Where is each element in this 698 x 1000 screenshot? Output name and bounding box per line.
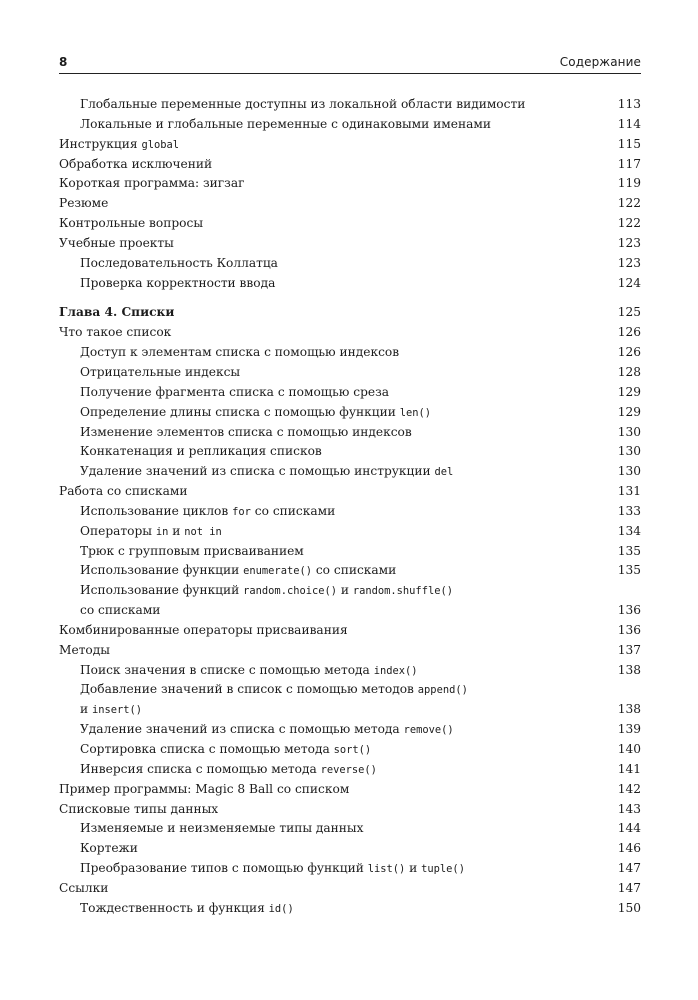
toc-entry [59, 214, 641, 234]
toc-page-number: 144 [617, 821, 641, 836]
code-term: insert() [92, 704, 143, 717]
toc-entry [59, 601, 641, 621]
code-term: tuple() [421, 863, 465, 876]
toc-page-number: 125 [617, 305, 641, 320]
toc-text: Определение длины списка с помощью функции [80, 404, 400, 419]
toc-entry [59, 800, 641, 820]
toc-page-number: 131 [617, 484, 641, 499]
toc-text: Методы [59, 642, 110, 657]
toc-text: Добавление значений в список с помощью методов [80, 682, 418, 697]
toc-entry-title [80, 563, 396, 577]
toc-page-number: 134 [617, 523, 641, 538]
code-term: global [141, 138, 179, 151]
toc-entry [59, 95, 641, 115]
section-title: Содержание [559, 55, 641, 69]
toc-entry-title [80, 702, 142, 716]
toc-entry-title [80, 444, 322, 458]
toc-entry [59, 859, 641, 879]
toc-text: Работа со списками [59, 484, 188, 499]
code-term: reverse() [320, 763, 377, 776]
toc-entry [59, 323, 641, 343]
toc-entry-title [80, 256, 278, 270]
toc-entry-title [59, 484, 187, 498]
toc-page-number: 130 [617, 424, 641, 439]
toc-text: Резюме [59, 196, 109, 211]
toc-text: Последовательность Коллатца [80, 255, 278, 270]
code-term: list() [367, 863, 406, 876]
toc-entry-title [59, 176, 244, 190]
toc-entry [59, 661, 641, 681]
toc-page-number: 129 [617, 404, 641, 419]
toc-text: Доступ к элементам списка с помощью индексов [80, 345, 400, 360]
toc-text: Использование циклов [80, 503, 233, 518]
toc-entry-title [80, 583, 453, 597]
toc-entry-title [59, 137, 179, 151]
code-term: id() [268, 902, 294, 915]
toc-text: Кортежи [80, 841, 138, 856]
toc-page-number: 135 [617, 563, 641, 578]
toc-entry-title [59, 216, 203, 230]
toc-page-number: 122 [617, 196, 641, 211]
toc-entry-title [80, 117, 491, 131]
toc-page-number: 119 [617, 176, 641, 191]
toc-page-number: 130 [617, 444, 641, 459]
toc-page-number: 138 [617, 702, 641, 717]
toc-entry [59, 135, 641, 155]
toc-entry [59, 462, 641, 482]
toc-entry [59, 442, 641, 462]
toc-entry-title [59, 157, 212, 171]
toc-text: Контрольные вопросы [59, 216, 204, 231]
toc-text: Изменение элементов списка с помощью индексов [80, 424, 412, 439]
toc-entry-title [80, 663, 418, 677]
toc-entry-title [80, 861, 465, 875]
toc-page-number: 115 [617, 136, 641, 151]
toc-text: Комбинированные операторы присваивания [59, 622, 348, 637]
toc-page-number: 150 [617, 900, 641, 915]
toc-entry-title [80, 464, 453, 478]
toc-entry [59, 641, 641, 661]
toc-page-number: 129 [617, 384, 641, 399]
toc-text: и [80, 702, 92, 717]
toc-chapter-entry [59, 303, 641, 323]
toc-text: и [405, 861, 422, 876]
toc-entry [59, 780, 641, 800]
toc-page-number: 126 [617, 325, 641, 340]
toc-text: Удаление значений из списка с помощью инструкции [80, 464, 435, 479]
toc-entry-title [80, 722, 454, 736]
toc-text: Глава 4. Списки [59, 305, 175, 320]
toc-page-number: 143 [617, 801, 641, 816]
toc-text: Конкатенация и репликация списков [80, 444, 322, 459]
toc-entry-title [80, 841, 138, 855]
toc-entry-title [80, 405, 431, 419]
toc-entry-title [59, 643, 110, 657]
toc-page-number: 139 [617, 722, 641, 737]
toc-entry [59, 621, 641, 641]
toc-page-number: 147 [617, 880, 641, 895]
toc-entry-title [59, 802, 218, 816]
toc-text: Получение фрагмента списка с помощью среза [80, 384, 390, 399]
toc-entry [59, 363, 641, 383]
toc-page-number: 126 [617, 345, 641, 360]
code-term: len() [399, 406, 431, 419]
toc-text: и [337, 583, 353, 598]
toc-text: Сортировка списка с помощью метода [80, 742, 334, 756]
code-term: in [155, 525, 169, 538]
toc-text: Глобальные переменные доступны из локальной области видимости [80, 97, 526, 111]
toc-entry-title [59, 305, 174, 319]
toc-page-number: 114 [617, 116, 641, 131]
toc-entry [59, 155, 641, 175]
toc-entry [59, 522, 641, 542]
toc-entry [59, 680, 641, 700]
toc-entry-title [80, 365, 240, 379]
toc-text: Локальные и глобальные переменные с одинаковыми именами [80, 116, 491, 131]
toc-text: Трюк с групповым присваиванием [80, 543, 304, 558]
toc-page-number: 138 [617, 662, 641, 677]
table-of-contents [59, 95, 641, 919]
toc-entry [59, 274, 641, 294]
toc-page-number: 128 [617, 364, 641, 379]
toc-entry [59, 720, 641, 740]
toc-entry-title [59, 236, 174, 250]
toc-entry-title [80, 276, 275, 290]
toc-entry [59, 194, 641, 214]
toc-text: Использование функций [80, 583, 244, 598]
toc-text: Учебные проекты [59, 235, 174, 250]
toc-page-number: 122 [617, 216, 641, 231]
code-term: remove() [403, 724, 454, 737]
toc-text: Отрицательные индексы [80, 364, 241, 379]
code-term: not in [184, 525, 222, 538]
toc-entry [59, 254, 641, 274]
toc-text: Обработка исключений [59, 156, 213, 171]
toc-page-number: 123 [617, 255, 641, 270]
toc-text: Списковые типы данных [59, 801, 219, 816]
toc-entry-title [80, 385, 389, 399]
toc-entry-title [80, 821, 364, 835]
toc-entry [59, 740, 641, 760]
toc-text: Пример программы: Magic 8 Ball со списком [59, 781, 350, 796]
toc-text: Использование функции [80, 563, 244, 578]
code-term: random.shuffle() [352, 585, 453, 598]
code-term: sort() [333, 744, 372, 756]
toc-entry-title [80, 682, 468, 696]
toc-entry [59, 839, 641, 859]
toc-text: Ссылки [59, 880, 109, 895]
toc-entry-title [80, 524, 222, 538]
toc-entry-title [59, 325, 171, 339]
toc-entry [59, 174, 641, 194]
toc-entry [59, 502, 641, 522]
toc-entry [59, 482, 641, 502]
toc-entry-title [59, 196, 108, 210]
toc-text: Преобразование типов с помощью функций [80, 861, 368, 876]
toc-page-number: 136 [617, 622, 641, 637]
toc-page-number: 146 [617, 841, 641, 856]
toc-entry [59, 879, 641, 899]
code-term: enumerate() [243, 565, 312, 578]
toc-page-number: 117 [617, 156, 641, 171]
toc-text: Инверсия списка с помощью метода [80, 761, 321, 776]
toc-entry-title [59, 782, 349, 796]
toc-entry [59, 561, 641, 581]
toc-text: Инструкция [59, 136, 142, 151]
toc-entry [59, 899, 641, 919]
toc-entry [59, 115, 641, 135]
toc-text: Операторы [80, 523, 156, 538]
toc-entry [59, 700, 641, 720]
toc-entry [59, 343, 641, 363]
toc-entry-title [80, 425, 412, 439]
toc-text: и [168, 523, 185, 538]
toc-text: со списками [311, 563, 397, 578]
toc-entry-title [80, 544, 304, 558]
toc-text: со списками [80, 603, 161, 618]
code-term: random.choice() [243, 585, 337, 598]
toc-text: Проверка корректности ввода [80, 275, 276, 290]
toc-entry [59, 383, 641, 403]
toc-entry [59, 423, 641, 443]
toc-page-number: 113 [617, 97, 641, 111]
code-term: index() [373, 664, 418, 677]
toc-entry-title [80, 742, 371, 756]
toc-entry-title [80, 762, 377, 776]
toc-page-number: 135 [617, 543, 641, 558]
toc-entry [59, 234, 641, 254]
running-header [59, 55, 641, 74]
toc-entry [59, 403, 641, 423]
toc-page-number: 140 [617, 742, 641, 756]
page-number: 8 [59, 55, 68, 69]
toc-entry-title [80, 97, 525, 111]
toc-entry-title [80, 504, 335, 518]
toc-page-number: 142 [617, 781, 641, 796]
toc-entry-title [59, 881, 108, 895]
toc-text: Изменяемые и неизменяемые типы данных [80, 821, 364, 836]
toc-page-number: 136 [617, 603, 641, 618]
toc-page-number: 130 [617, 464, 641, 479]
toc-page-number: 147 [617, 861, 641, 876]
toc-page-number: 133 [617, 503, 641, 518]
toc-text: Короткая программа: зигзаг [59, 176, 245, 191]
code-term: append() [417, 684, 468, 697]
toc-entry-title [80, 901, 294, 915]
toc-text: Что такое список [59, 325, 172, 340]
toc-entry [59, 819, 641, 839]
toc-entry-title [80, 345, 399, 359]
toc-text: Поиск значения в списке с помощью метода [80, 662, 374, 677]
code-term: del [434, 466, 454, 479]
toc-text: Тождественность и функция [80, 900, 269, 915]
toc-entry [59, 760, 641, 780]
code-term: for [232, 505, 251, 518]
toc-page-number: 137 [617, 642, 641, 657]
toc-entry [59, 542, 641, 562]
toc-page-number: 123 [617, 235, 641, 250]
toc-text: со списками [250, 503, 336, 518]
toc-entry-title [80, 603, 160, 617]
toc-page-number: 141 [617, 761, 641, 776]
toc-page-number: 124 [617, 275, 641, 290]
toc-text: Удаление значений из списка с помощью метода [80, 722, 404, 737]
toc-entry-title [59, 623, 348, 637]
toc-entry [59, 581, 641, 601]
